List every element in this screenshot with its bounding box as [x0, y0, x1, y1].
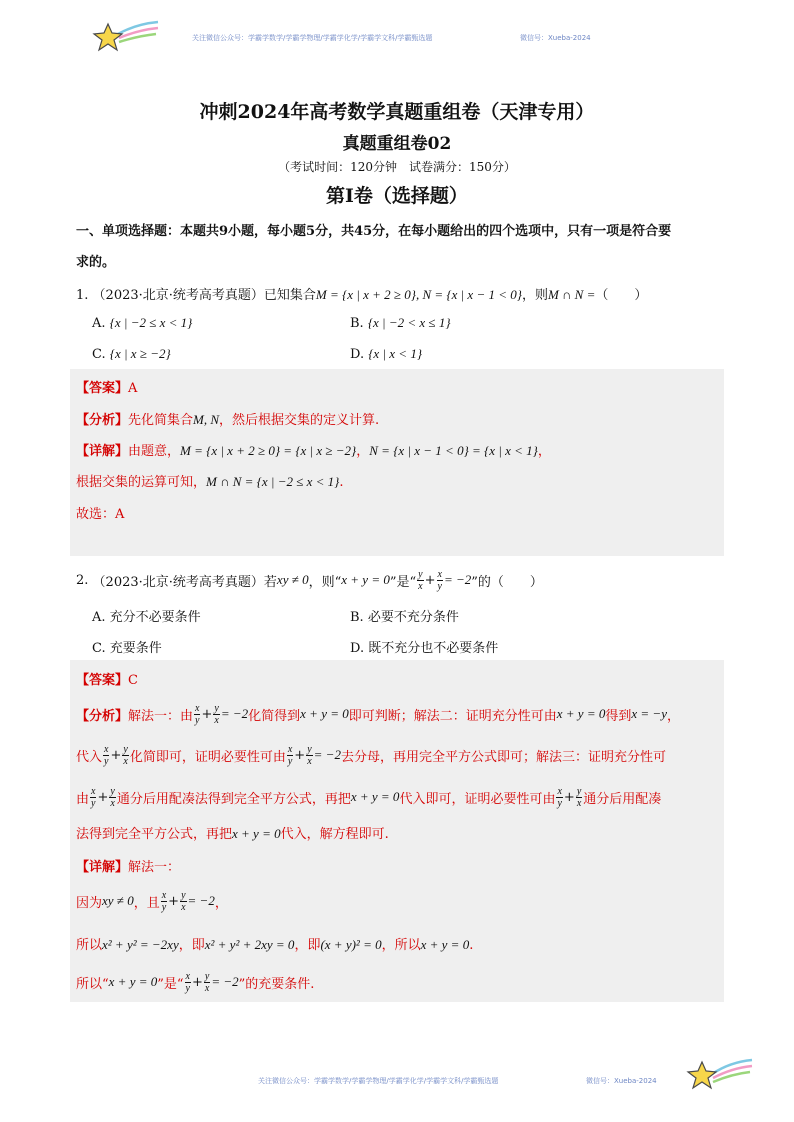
analysis-text: 化简即可，证明必要性可由: [129, 749, 286, 765]
detail-text: 所以“: [76, 976, 109, 992]
analysis-math: x = −y: [631, 706, 667, 721]
option-label: A.: [92, 610, 106, 625]
analysis-tag: 【分析】: [76, 413, 129, 428]
detail-tag: 【详解】: [76, 860, 129, 875]
frac-y-over-x: $\frac{y}{x}$: [123, 743, 128, 767]
option-text: {x | −2 < x ≤ 1}: [367, 315, 451, 330]
q1-option-c[interactable]: [92, 346, 171, 362]
analysis-text: 由: [76, 791, 90, 807]
option-text: 充要条件: [109, 641, 162, 656]
exam-info: （考试时间：120分钟 试卷满分：150分）: [278, 160, 516, 174]
detail-text: ，: [356, 444, 370, 459]
q2-analysis-line-3: 由 $\frac{x}{y}$ + $\frac{y}{x}$ 通分后用配凑法得到完全平方公式，再把 x + y = 0 代入即可，证明必要性可由 $\frac{x}{y}$ + $\frac{y}{x}$ 通分后用配凑: [76, 785, 662, 809]
option-text: {x | x < 1}: [368, 346, 423, 361]
frac-x-over-y: $\frac{x}{y}$: [185, 970, 190, 994]
q1-detail: [76, 440, 551, 459]
option-text: 充分不必要条件: [109, 610, 201, 625]
analysis-math: x + y = 0: [232, 826, 281, 841]
q2-analysis-line-4: [76, 823, 389, 842]
detail-tag: 【详解】: [76, 444, 129, 459]
frac-x-over-y: $\frac{x}{y}$: [287, 743, 293, 767]
analysis-text: 通分后用配凑法得到完全平方公式，再把: [116, 791, 351, 807]
analysis-text: 代入: [76, 749, 103, 765]
frac-x-over-y: $\frac{x}{y}$: [104, 743, 109, 767]
frac-x-over-y: $\frac{x}{y}$: [195, 702, 200, 726]
page-subtitle: 真题重组卷02: [342, 134, 452, 154]
q1-stem-then: ，则: [521, 288, 548, 303]
frac-y-over-x: $\frac{y}{x}$: [307, 743, 312, 767]
analysis-text: 即可判断；解法二：证明充分性可由: [348, 708, 557, 724]
analysis-text: 通分后用配凑: [583, 791, 662, 807]
detail-math: = −2: [211, 974, 239, 989]
analysis-text: 得到: [605, 708, 632, 724]
detail-text: 因为: [76, 895, 103, 911]
option-text: {x | −2 ≤ x < 1}: [109, 315, 193, 330]
analysis-math: x + y = 0: [556, 706, 606, 721]
detail-math: (x + y)² = 0: [320, 937, 382, 952]
question-2-stem: 2. （2023·北京·统考高考真题） 若 xy ≠ 0 ，则“ x + y = 0 ”是“ $\frac{y}{x}$ + $\frac{x}{y}$ = −2 ”的（ ）: [76, 568, 543, 592]
q2-frac-x-over-y: $\frac{x}{y}$: [437, 568, 442, 592]
q2-analysis-line-1: 【分析】 解法一：由 $\frac{x}{y}$ + $\frac{y}{x}$ = −2 化简得到 x + y = 0 即可判断；解法二：证明充分性可由 x + y = 0 得到 x = −y ，: [76, 702, 680, 726]
analysis-math: = −2: [313, 747, 341, 762]
q2-number: 2.: [76, 572, 89, 588]
q2-option-c[interactable]: [92, 637, 162, 656]
frac-x-over-y: $\frac{x}{y}$: [161, 889, 167, 913]
header-wechat: 微信号：Xueba-2024: [520, 34, 591, 42]
detail-math: x² + y² = −2xy: [102, 937, 179, 952]
analysis-math: x + y = 0: [350, 789, 400, 804]
frac-y-over-x: $\frac{y}{x}$: [576, 785, 582, 809]
q1-source: （2023·北京·统考高考真题）: [92, 288, 264, 303]
q2-option-d[interactable]: [350, 637, 498, 656]
detail-text: 解法一：: [128, 860, 181, 875]
detail-math: x² + y² + 2xy = 0: [204, 937, 295, 952]
q2-so-line-2: 所以“ x + y = 0 ”是“ $\frac{x}{y}$ + $\frac{y}{x}$ = −2 ”的充要条件.: [76, 970, 315, 994]
answer-tag: 【答案】: [76, 673, 129, 688]
q2-equation-tail: = −2: [443, 572, 472, 587]
frac-y-over-x: $\frac{y}{x}$: [204, 970, 210, 994]
q1-choose: 故选：A: [76, 507, 125, 522]
q2-stem-text: 若: [263, 574, 277, 590]
q2-because: 因为 xy ≠ 0 ，且 $\frac{x}{y}$ + $\frac{y}{x}$ = −2 ，: [76, 889, 228, 913]
detail-text: .: [469, 938, 474, 953]
q1-intersection: M ∩ N =: [547, 287, 596, 302]
detail-text: ，即: [294, 938, 321, 953]
q2-frac-y-over-x: $\frac{y}{x}$: [418, 568, 423, 592]
answer-tag: 【答案】: [76, 381, 129, 396]
option-label: C.: [92, 347, 106, 362]
detail-text: 由题意，: [128, 444, 181, 459]
q2-equation: x + y = 0: [341, 572, 390, 587]
q2-detail: [76, 856, 180, 875]
header-watermark: 关注微信公众号：学霸学数学/学霸学物理/学霸学化学/学霸学文科/学霸甄选题: [192, 34, 433, 42]
detail-math: = −2: [187, 893, 215, 908]
detail-text: .: [339, 475, 344, 490]
analysis-math: M, N: [193, 412, 220, 427]
analysis-text: ，: [666, 708, 680, 724]
q1-solution-box: [70, 369, 724, 556]
q1-stem-text: 已知集合: [263, 288, 316, 303]
detail-text: ，: [214, 895, 228, 911]
detail-math: M ∩ N = {x | −2 ≤ x < 1}: [206, 474, 340, 489]
q2-stem-text: ”的（ ）: [471, 574, 543, 590]
analysis-text: 法得到完全平方公式，再把: [76, 827, 233, 842]
q2-source: （2023·北京·统考高考真题）: [92, 574, 264, 590]
analysis-math: x + y = 0: [300, 706, 349, 721]
instruction-line-2: 求的。: [76, 255, 116, 270]
q1-number: 1.: [76, 288, 89, 303]
detail-text: ，所以: [381, 938, 421, 953]
option-text: 必要不充分条件: [367, 610, 459, 625]
q1-option-a[interactable]: [92, 315, 192, 331]
q2-condition: xy ≠ 0: [276, 572, 309, 587]
footer-wechat: 微信号：Xueba-2024: [586, 1077, 657, 1085]
q2-so-line-1: [76, 934, 473, 953]
detail-text: ，: [537, 444, 551, 459]
page-title: 冲刺2024年高考数学真题重组卷（天津专用）: [199, 101, 595, 123]
q2-analysis-line-2: 代入 $\frac{x}{y}$ + $\frac{y}{x}$ 化简即可，证明必要性可由 $\frac{x}{y}$ + $\frac{y}{x}$ = −2 去分母，再用完全平方公式即可；解法三：证明充分性可: [76, 743, 666, 767]
q2-answer: [76, 669, 138, 688]
detail-text: 根据交集的运算可知，: [76, 475, 207, 490]
option-label: B.: [350, 316, 364, 331]
q2-option-a[interactable]: [92, 606, 201, 625]
detail-text: ”的充要条件.: [238, 976, 315, 992]
q1-analysis: [76, 409, 379, 428]
option-label: C.: [92, 641, 106, 656]
section-title: 第I卷（选择题）: [326, 185, 468, 207]
detail-text: ，即: [178, 938, 205, 953]
frac-y-over-x: $\frac{y}{x}$: [214, 702, 219, 726]
analysis-text: 解法一：由: [128, 708, 194, 724]
detail-math: M = {x | x + 2 ≥ 0} = {x | x ≥ −2}: [180, 443, 357, 458]
q2-option-b[interactable]: [350, 606, 459, 625]
star-logo-icon: [684, 1052, 754, 1094]
analysis-text: 去分母，再用完全平方公式即可；解法三：证明充分性可: [340, 749, 666, 765]
answer-value: A: [128, 381, 138, 396]
q2-stem-text: ”是“: [389, 574, 417, 590]
option-text: 既不充分也不必要条件: [368, 641, 499, 656]
frac-x-over-y: $\frac{x}{y}$: [557, 785, 562, 809]
detail-math: N = {x | x − 1 < 0} = {x | x < 1}: [369, 443, 538, 458]
footer-watermark: 关注微信公众号：学霸学数学/学霸学物理/学霸学化学/学霸学文科/学霸甄选题: [258, 1077, 499, 1085]
q1-option-b[interactable]: [350, 315, 451, 331]
option-text: {x | x ≥ −2}: [109, 346, 171, 361]
option-label: B.: [350, 610, 364, 625]
q1-rule: [76, 471, 344, 490]
detail-math: x + y = 0: [108, 974, 158, 989]
question-1-stem: [76, 284, 647, 303]
star-logo-icon: [92, 16, 160, 56]
analysis-math: = −2: [220, 706, 249, 721]
option-label: A.: [92, 316, 106, 331]
frac-x-over-y: $\frac{x}{y}$: [91, 785, 96, 809]
q1-option-d[interactable]: [350, 346, 422, 362]
q2-stem-text: ，则“: [308, 574, 342, 590]
detail-text: 所以: [76, 938, 103, 953]
frac-y-over-x: $\frac{y}{x}$: [181, 889, 186, 913]
option-label: D.: [350, 347, 365, 362]
analysis-text: 先化简集合: [128, 413, 194, 428]
analysis-text: 代入，解方程即可.: [280, 827, 389, 842]
detail-math: xy ≠ 0: [102, 893, 134, 908]
frac-y-over-x: $\frac{y}{x}$: [110, 785, 115, 809]
detail-math: x + y = 0: [420, 937, 470, 952]
option-label: D.: [350, 641, 365, 656]
analysis-text: ，然后根据交集的定义计算.: [219, 413, 380, 428]
q1-blank: （ ）: [595, 288, 648, 303]
q1-answer: [76, 377, 137, 396]
q1-sets: M = {x | x + 2 ≥ 0}, N = {x | x − 1 < 0}: [315, 287, 522, 302]
instruction-line-1: 一、单项选择题：本题共9小题，每小题5分，共45分，在每小题给出的四个选项中，只有一项是符合要: [76, 224, 672, 239]
analysis-text: 化简得到: [248, 708, 301, 724]
detail-text: ”是“: [157, 976, 184, 992]
analysis-text: 代入即可，证明必要性可由: [399, 791, 556, 807]
analysis-tag: 【分析】: [76, 708, 129, 724]
detail-text: ，且: [133, 895, 160, 911]
answer-value: C: [128, 673, 138, 688]
